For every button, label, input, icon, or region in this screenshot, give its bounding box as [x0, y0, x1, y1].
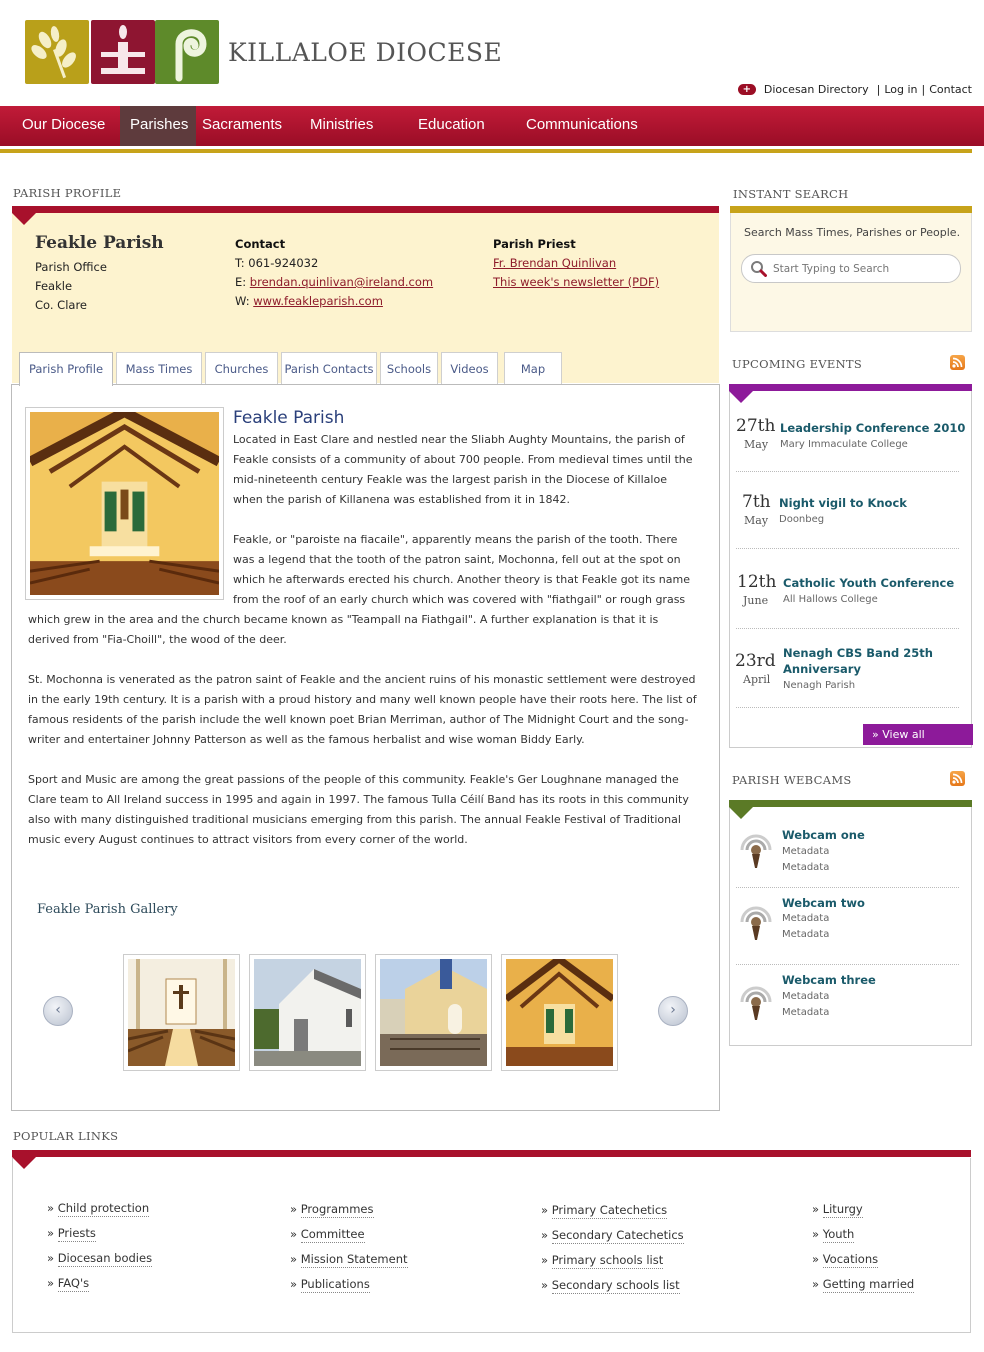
priest-link[interactable]: Fr. Brendan Quinlivan	[493, 256, 617, 270]
priest-heading: Parish Priest	[493, 237, 576, 251]
bullet: »	[541, 1203, 549, 1217]
contact-heading: Contact	[235, 237, 286, 251]
section-bar-notch	[729, 391, 753, 403]
bullet: »	[541, 1228, 549, 1242]
search-hint: Search Mass Times, Parishes or People.	[744, 226, 961, 239]
article-line: which he afterwards erected his church. Another theory is that Feakle got its name	[233, 573, 691, 586]
popular-link-label: Child protection	[57, 1201, 150, 1215]
nav-parishes[interactable]: Parishes	[120, 106, 196, 146]
rss-icon[interactable]	[950, 771, 965, 786]
contact-link[interactable]: Contact	[929, 82, 972, 96]
email-link[interactable]: brendan.quinlivan@ireland.com	[249, 275, 434, 289]
tab-map[interactable]: Map	[504, 352, 562, 385]
popular-link[interactable]	[47, 1226, 96, 1240]
event-title-link[interactable]: Nenagh CBS Band 25th	[783, 646, 933, 660]
nav-ministries[interactable]: Ministries	[310, 116, 374, 133]
webcam-title-link[interactable]: Webcam three	[782, 973, 876, 987]
event-title-link[interactable]: Catholic Youth Conference	[783, 576, 955, 590]
email-prefix: E:	[235, 275, 247, 289]
popular-link-label: Publications	[300, 1277, 370, 1291]
article-line: derived from "Fia-Choill", the wood of the deer.	[28, 633, 287, 646]
bullet: »	[47, 1251, 55, 1265]
contact-web	[235, 294, 383, 308]
section-title-instant-search: INSTANT SEARCH	[733, 187, 849, 201]
popular-link-label: Liturgy	[822, 1202, 863, 1216]
article-line: Feakle, or "paroiste na fiacaile", apparently means the parish of the tooth. There	[233, 533, 678, 546]
webcam-icon	[738, 830, 774, 870]
article-line: Clare team to All Ireland success in 1995 and again in 1997. The famous Tulla Céilí Band has its roots in this community	[28, 793, 689, 806]
bullet: »	[812, 1252, 820, 1266]
article-line: also with many distinguished traditional musicians emerging from this parish. The annual Feakle Festival of Traditional	[28, 813, 681, 826]
main-nav	[0, 106, 984, 146]
bullet: »	[812, 1202, 820, 1216]
popular-link[interactable]	[541, 1278, 680, 1292]
section-title-upcoming-events: UPCOMING EVENTS	[732, 357, 863, 371]
logo-text: KILLALOE DIOCESE	[228, 38, 503, 67]
phone-number: 061-924032	[248, 256, 319, 270]
popular-link-label: Diocesan bodies	[57, 1251, 153, 1265]
search-input[interactable]	[741, 254, 961, 283]
nav-sacraments[interactable]: Sacraments	[202, 116, 283, 133]
webcam-meta: Metadata	[782, 913, 830, 924]
event-day: 27th	[736, 416, 776, 436]
article-line: famous residents of the parish include the well known poet Brian Merriman, author of The Midnight Court and the song-	[28, 713, 689, 726]
utility-links	[738, 81, 972, 97]
popular-link[interactable]	[290, 1252, 408, 1266]
diocesan-directory-link[interactable]: Diocesan Directory	[763, 82, 869, 96]
contact-email	[235, 275, 433, 289]
search-icon	[750, 260, 767, 277]
popular-links-panel	[12, 1158, 971, 1333]
article-line: Feakle consists of a community of about 700 people. From medieval times until the	[233, 453, 693, 466]
webcam-title-link[interactable]: Webcam two	[782, 896, 865, 910]
popular-link-label: Secondary Catechetics	[551, 1228, 684, 1242]
article-line: from the roof of an early church which was covered with "fiathgail" or rough grass	[233, 593, 686, 606]
popular-link[interactable]	[290, 1202, 374, 1216]
event-day: 7th	[742, 492, 771, 512]
divider	[736, 471, 959, 472]
gallery-prev-button[interactable]: ‹	[43, 996, 73, 1026]
article-line: St. Mochonna is venerated as the patron saint of Feakle and the ancient ruins of his monastic settlement were destroyed	[28, 673, 696, 686]
section-bar	[729, 384, 972, 391]
popular-link[interactable]	[47, 1276, 89, 1290]
section-title-popular-links: POPULAR LINKS	[13, 1129, 119, 1143]
web-prefix: W:	[235, 294, 250, 308]
webcam-meta: Metadata	[782, 846, 830, 857]
popular-link-label: Priests	[57, 1226, 96, 1240]
website-link[interactable]: www.feakleparish.com	[253, 294, 383, 308]
article-line: writer and entertainer Johnny Patterson as well as the famous herbalist and wise woman Biddy Early.	[28, 733, 585, 746]
event-venue: Nenagh Parish	[783, 680, 856, 691]
plus-icon[interactable]: +	[738, 84, 756, 95]
contact-phone	[235, 256, 318, 270]
section-bar	[730, 206, 972, 213]
bullet: »	[47, 1276, 55, 1290]
popular-link[interactable]	[812, 1277, 914, 1291]
popular-link-label: Programmes	[300, 1202, 374, 1216]
popular-link[interactable]	[290, 1227, 365, 1241]
section-bar-notch	[12, 213, 36, 225]
event-day: 23rd	[735, 651, 776, 671]
view-all-events-button[interactable]: » View all	[863, 724, 973, 745]
rss-icon[interactable]	[950, 355, 965, 370]
event-month: April	[743, 673, 771, 686]
bullet: »	[290, 1227, 298, 1241]
bullet: »	[812, 1227, 820, 1241]
gallery-thumb[interactable]	[375, 954, 492, 1071]
tab-videos[interactable]: Videos	[441, 352, 498, 385]
divider	[736, 964, 959, 965]
separator: |	[876, 82, 881, 96]
event-day: 12th	[737, 572, 777, 592]
bullet: »	[290, 1277, 298, 1291]
nav-gold-rule	[0, 149, 972, 153]
popular-link-label: Youth	[822, 1227, 855, 1241]
popular-link[interactable]	[290, 1277, 370, 1291]
candle-icon	[91, 20, 155, 84]
article-line: Located in East Clare and nestled near the Sliabh Aughty Mountains, the parish of	[233, 433, 685, 446]
phone-prefix: T:	[235, 256, 245, 270]
article-line: which grew in the area and the church became known as "Teampall na Fiathgail". A further explanation is that it is	[28, 613, 659, 626]
event-venue: Mary Immaculate College	[780, 439, 908, 450]
nav-education[interactable]: Education	[418, 116, 485, 133]
tab-parish-profile[interactable]: Parish Profile	[19, 352, 113, 386]
event-title-link-line2[interactable]: Anniversary	[783, 662, 861, 676]
popular-link-label: Mission Statement	[300, 1252, 408, 1266]
article-line: mid-nineteenth century Feakle was the largest parish in the Diocese of Killaloe	[233, 473, 667, 486]
bullet: »	[541, 1253, 549, 1267]
nav-our-diocese[interactable]: Our Diocese	[22, 116, 106, 133]
popular-link-label: Secondary schools list	[551, 1278, 680, 1292]
bullet: »	[47, 1201, 55, 1215]
divider	[736, 887, 959, 888]
church-interior-photo	[25, 407, 224, 600]
webcam-title-link[interactable]: Webcam one	[782, 828, 865, 842]
nav-communications[interactable]: Communications	[526, 116, 638, 133]
popular-link-label: FAQ's	[57, 1276, 90, 1290]
event-month: May	[744, 438, 769, 451]
separator: |	[921, 82, 926, 96]
section-bar	[12, 1150, 971, 1157]
webcam-icon	[738, 902, 774, 942]
webcam-meta: Metadata	[782, 862, 830, 873]
popular-link-label: Getting married	[822, 1277, 915, 1291]
newsletter-link[interactable]: This week's newsletter (PDF)	[493, 275, 660, 289]
gallery-next-button[interactable]: ›	[658, 996, 688, 1026]
popular-link-label: Committee	[300, 1227, 365, 1241]
event-month: June	[743, 594, 769, 607]
popular-link-label: Primary Catechetics	[551, 1203, 668, 1217]
bullet: »	[290, 1202, 298, 1216]
section-bar	[12, 206, 719, 213]
section-title-parish-webcams: PARISH WEBCAMS	[732, 773, 852, 787]
divider	[736, 548, 959, 549]
webcam-meta: Metadata	[782, 1007, 830, 1018]
popular-link[interactable]	[812, 1227, 854, 1241]
popular-link[interactable]	[541, 1253, 663, 1267]
article-line: when the parish of Killanena was established from it in 1842.	[233, 493, 570, 506]
section-bar-notch	[729, 807, 753, 819]
address-line: Feakle	[35, 279, 73, 293]
tab-schools[interactable]: Schools	[380, 352, 438, 385]
popular-link[interactable]	[812, 1202, 863, 1216]
section-bar-notch	[12, 1157, 36, 1169]
article-title: Feakle Parish	[233, 408, 345, 428]
site-logo[interactable]	[25, 18, 503, 88]
webcam-meta: Metadata	[782, 929, 830, 940]
divider	[736, 628, 959, 629]
bullet: »	[812, 1277, 820, 1291]
bullet: »	[541, 1278, 549, 1292]
article-line: music every August continues to attract visitors from every corner of the world.	[28, 833, 468, 846]
popular-link[interactable]	[541, 1203, 667, 1217]
gallery-thumb[interactable]	[501, 954, 618, 1071]
login-link[interactable]: Log in	[884, 82, 918, 96]
webcam-meta: Metadata	[782, 991, 830, 1002]
popular-link[interactable]	[812, 1252, 878, 1266]
section-title-parish-profile: PARISH PROFILE	[13, 186, 122, 200]
gallery-thumb[interactable]	[249, 954, 366, 1071]
popular-link-label: Primary schools list	[551, 1253, 664, 1267]
article-line: was a legend that the tooth of the patron saint, Mochonna, fell out at the spot on	[233, 553, 681, 566]
gallery-thumb[interactable]	[123, 954, 240, 1071]
event-month: May	[744, 514, 769, 527]
gallery-title: Feakle Parish Gallery	[37, 902, 178, 917]
parish-name: Feakle Parish	[35, 233, 164, 253]
address-line: Co. Clare	[35, 298, 87, 312]
bullet: »	[290, 1252, 298, 1266]
webcam-icon	[738, 982, 774, 1022]
bullet: »	[47, 1226, 55, 1240]
popular-link[interactable]	[47, 1201, 149, 1215]
address-line: Parish Office	[35, 260, 107, 274]
event-venue: Doonbeg	[779, 514, 825, 525]
wheat-icon	[25, 20, 89, 84]
tab-churches[interactable]: Churches	[205, 352, 278, 385]
event-venue: All Hallows College	[783, 594, 878, 605]
event-title-link[interactable]: Leadership Conference 2010	[780, 421, 966, 435]
article-line: in the early 19th century. It is a parish with a proud history and many well known people have their roots here. The list of	[28, 693, 697, 706]
crozier-icon	[155, 20, 219, 84]
divider	[736, 707, 959, 708]
popular-link[interactable]	[541, 1228, 684, 1242]
article-line: Sport and Music are among the great passions of the people of this community. Feakle's Ger Loughnane managed the	[28, 773, 679, 786]
popular-link[interactable]	[47, 1251, 152, 1265]
popular-link-label: Vocations	[822, 1252, 879, 1266]
event-title-link[interactable]: Night vigil to Knock	[779, 496, 907, 510]
tab-mass-times[interactable]: Mass Times	[116, 352, 202, 385]
tab-parish-contacts[interactable]: Parish Contacts	[281, 352, 377, 385]
section-bar	[729, 800, 972, 807]
